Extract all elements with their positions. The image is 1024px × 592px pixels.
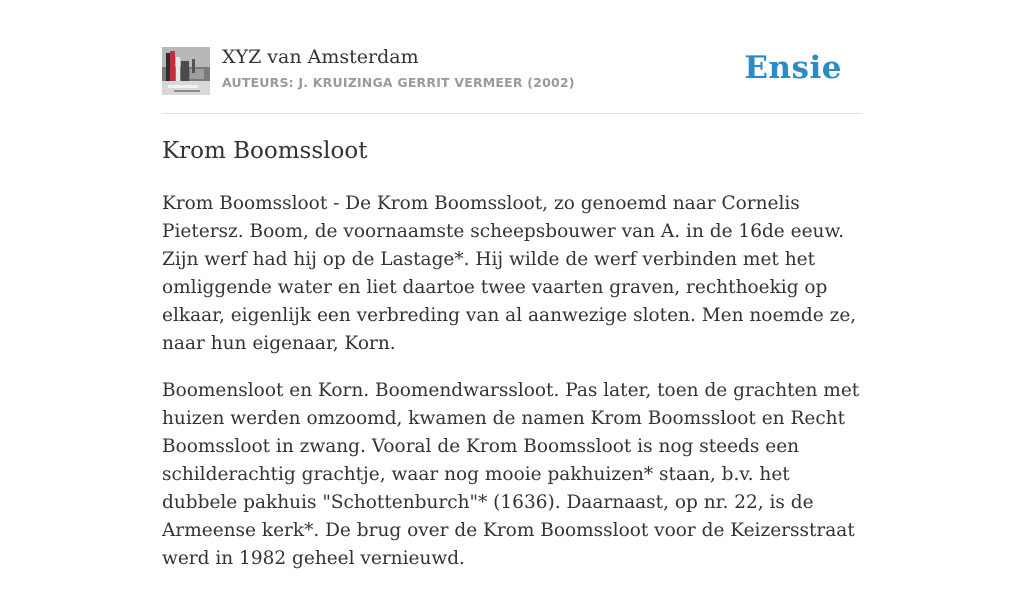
body-paragraph: Boomensloot en Korn. Boomendwarssloot. Pas later, toen de grachten met huizen werden omzoomd, kwamen de namen Krom Boomssloot en Recht Boomssloot in zwang. Vooral de Krom Boomssloot is nog steeds een schilderachtig grachtje, waar nog mooie pakhuizen* staan, b.v. het dubbele pakhuis "Schottenburch"* (1636). Daarnaast, op nr. 22, is de Armeense kerk*. De brug over de Krom Boomssloot voor de Keizersstraat werd in 1982 geheel vernieuwd. xyxy=(162,380,860,569)
book-title[interactable]: XYZ van Amsterdam xyxy=(222,46,419,68)
body-paragraph: Krom Boomssloot - De Krom Boomssloot, zo genoemd naar Cornelis Pietersz. Boom, de voornaamste scheepsbouwer van A. in de 16de eeuw. Zijn werf had hij op de Lastage*. Hij wilde de werf verbinden met het omliggende water en liet daartoe twee vaarten graven, rechthoekig op elkaar, eigenlijk een verbreding van al aanwezige sloten. Men noemde ze, naar hun eigenaar, Korn. xyxy=(162,193,857,354)
authors-line: AUTEURS: J. KRUIZINGA GERRIT VERMEER (2002) xyxy=(222,75,575,90)
entry-title: Krom Boomssloot xyxy=(162,138,368,164)
ensie-logo[interactable]: Ensie xyxy=(744,50,842,86)
page-container xyxy=(162,0,862,569)
header xyxy=(162,0,862,114)
book-cover-icon xyxy=(162,47,210,95)
entry-body xyxy=(162,190,867,592)
book-cover-avatar[interactable] xyxy=(162,47,210,95)
